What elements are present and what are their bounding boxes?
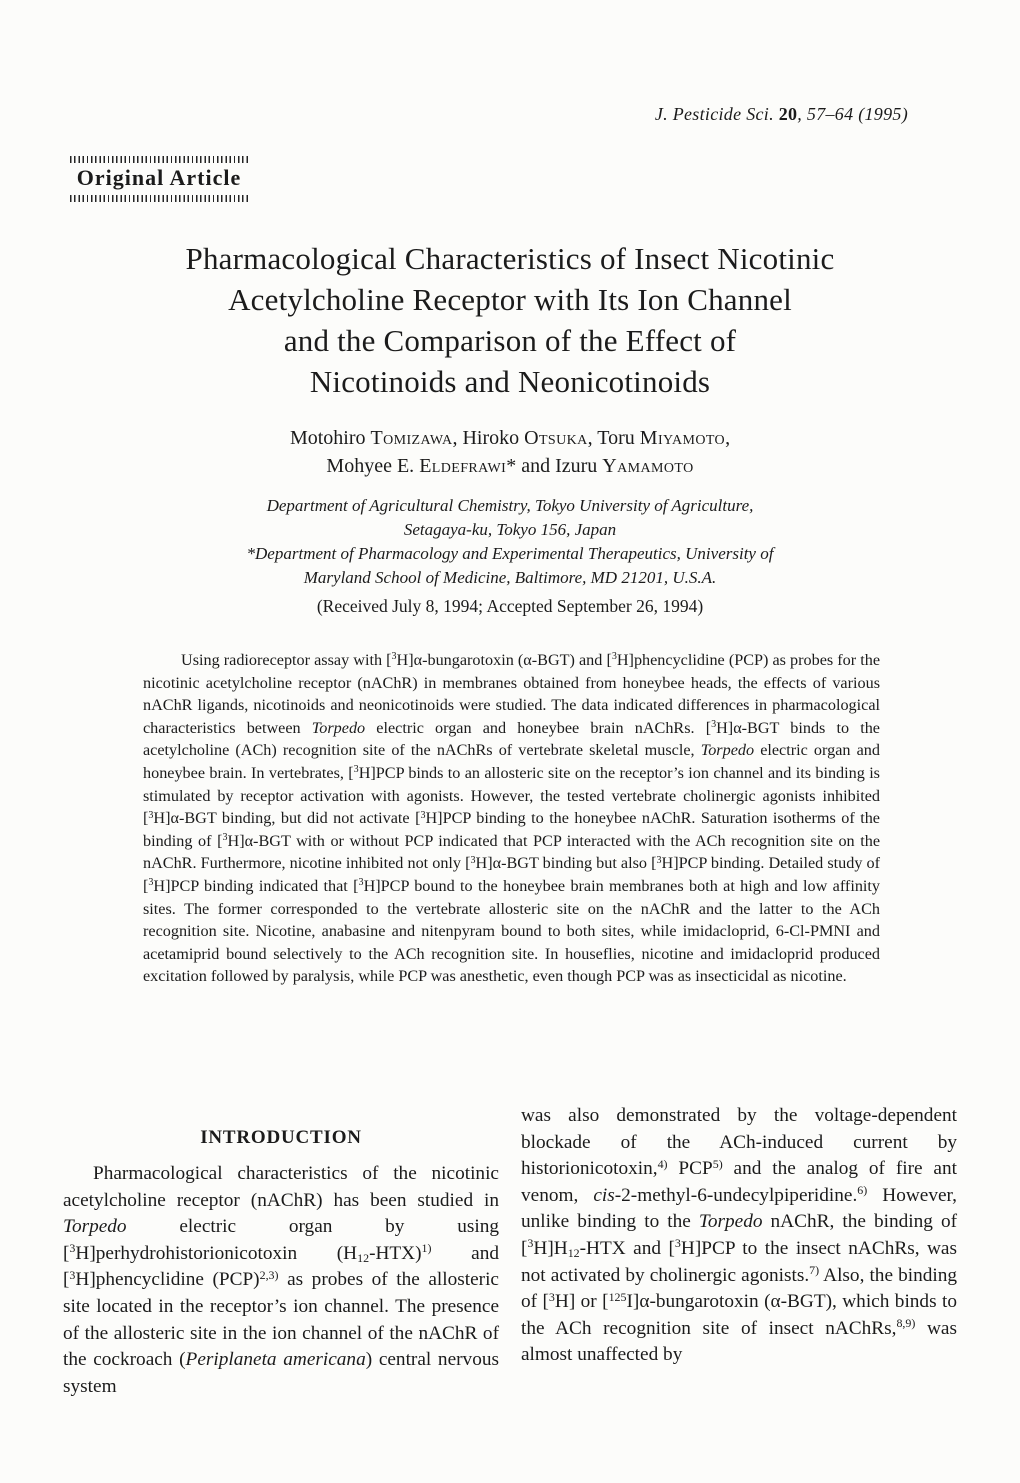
journal-reference: [655, 104, 908, 125]
title-line: Acetylcholine Receptor with Its Ion Channel: [228, 282, 792, 317]
journal-name: J. Pesticide Sci.: [654, 104, 779, 124]
right-column: [521, 1103, 957, 1400]
left-column: [63, 1103, 499, 1400]
hatch-rule-bottom: [70, 195, 248, 202]
author-line: Motohiro Tomizawa, Hiroko Otsuka, Toru Miyamoto,: [289, 427, 731, 449]
author-line: Mohyee E. Eldefrawi* and Izuru Yamamoto: [326, 455, 694, 477]
article-type-label: Original Article: [76, 165, 242, 190]
author-list: [0, 424, 1020, 480]
hatch-rule-top: [70, 156, 248, 163]
affiliation-line: *Department of Pharmacology and Experimental Therapeutics, University of: [246, 544, 774, 563]
journal-pages-year: , 57–64 (1995): [797, 104, 908, 124]
introduction-heading: INTRODUCTION: [200, 1127, 362, 1148]
affiliation-line: Department of Agricultural Chemistry, Tokyo University of Agriculture,: [266, 496, 754, 515]
title-line: Pharmacological Characteristics of Insect Nicotinic: [185, 241, 835, 276]
article-title: [0, 238, 1020, 402]
introduction-paragraph-left: Pharmacological characteristics of the nicotinic acetylcholine receptor (nAChR) has been studied in Torpedo electric organ by using [$^3$H]perhydrohistorionicotoxin $(H_{12}-HTX)^{1)}$ and [$^3$H]phencyclidine (PCP)$^{2,3)}$ as probes of the allosteric site located in the receptor’s ion channel. The presence of the allosteric site in the ion channel of the nAChR of the cockroach (Periplaneta americana) central nervous system: [63, 1163, 499, 1397]
affiliation-line: Maryland School of Medicine, Baltimore, MD 21201, U.S.A.: [303, 568, 717, 587]
article-type-badge: [70, 156, 248, 202]
title-line: Nicotinoids and Neonicotinoids: [309, 364, 711, 399]
introduction-paragraph-right: was also demonstrated by the voltage-dependent blockade of the ACh-induced current by historionicotoxin,$^{4)}$ PCP$^{5)}$ and the analog of fire ant venom, cis-2-methyl-6-undecylpiperidine.$^{6)}$ However, unlike binding to the Torpedo nAChR, the binding of $[^3H]H_{12}$-HTX and [$^3$H]PCP to the insect nAChRs, was not activated by cholinergic agonists.$^{7)}$ Also, the binding of [$^3$H] or [$^{125}$I]α-bungarotoxin (α-BGT), which binds to the ACh recognition site of insect nAChRs,$^{8,9)}$ was almost unaffected by: [521, 1105, 957, 1366]
affiliations: [0, 494, 1020, 590]
received-accepted-dates: (Received July 8, 1994; Accepted September 26, 1994): [316, 596, 704, 616]
abstract-paragraph: Using radioreceptor assay with [$^3$H]α-bungarotoxin (α-BGT) and [$^3$H]phencyclidine (PCP) as probes for the nicotinic acetylcholine receptor (nAChR) in membranes obtained from honeybee heads, the effects of various nAChR ligands, nicotinoids and neonicotinoids were studied. The data indicated differences in pharmacological characteristics between Torpedo electric organ and honeybee brain nAChRs. [$^3$H]α-BGT binds to the acetylcholine (ACh) recognition site of the nAChRs of vertebrate skeletal muscle, Torpedo electric organ and honeybee brain. In vertebrates, [$^3$H]PCP binds to an allosteric site on the receptor’s ion channel and its binding is stimulated by receptor activation with agonists. However, the tested vertebrate cholinergic agonists inhibited [$^3$H]α-BGT binding, but did not activate [$^3$H]PCP binding to the honeybee nAChR. Saturation isotherms of the binding of [$^3$H]α-BGT with or without PCP indicated that PCP interacted with the ACh recognition site on the nAChR. Furthermore, nicotine inhibited not only [$^3$H]α-BGT binding but also [$^3$H]PCP binding. Detailed study of [$^3$H]PCP binding indicated that [$^3$H]PCP bound to the honeybee brain membranes both at high and low affinity sites. The former corresponded to the vertebrate allosteric site on the nAChR and the latter to the ACh recognition site. Nicotine, anabasine and nitenpyram bound to both sites, while imidacloprid, 6-Cl-PMNI and acetamiprid bound selectively to the ACh recognition site. In houseflies, nicotine and imidacloprid produced excitation followed by paralysis, while PCP was anesthetic, even though PCP was as insecticidal as nicotine.: [143, 651, 881, 986]
title-line: and the Comparison of the Effect of: [283, 323, 737, 358]
body-columns: [63, 1103, 957, 1400]
journal-volume: 20: [778, 104, 798, 124]
affiliation-line: Setagaya-ku, Tokyo 156, Japan: [403, 520, 617, 539]
